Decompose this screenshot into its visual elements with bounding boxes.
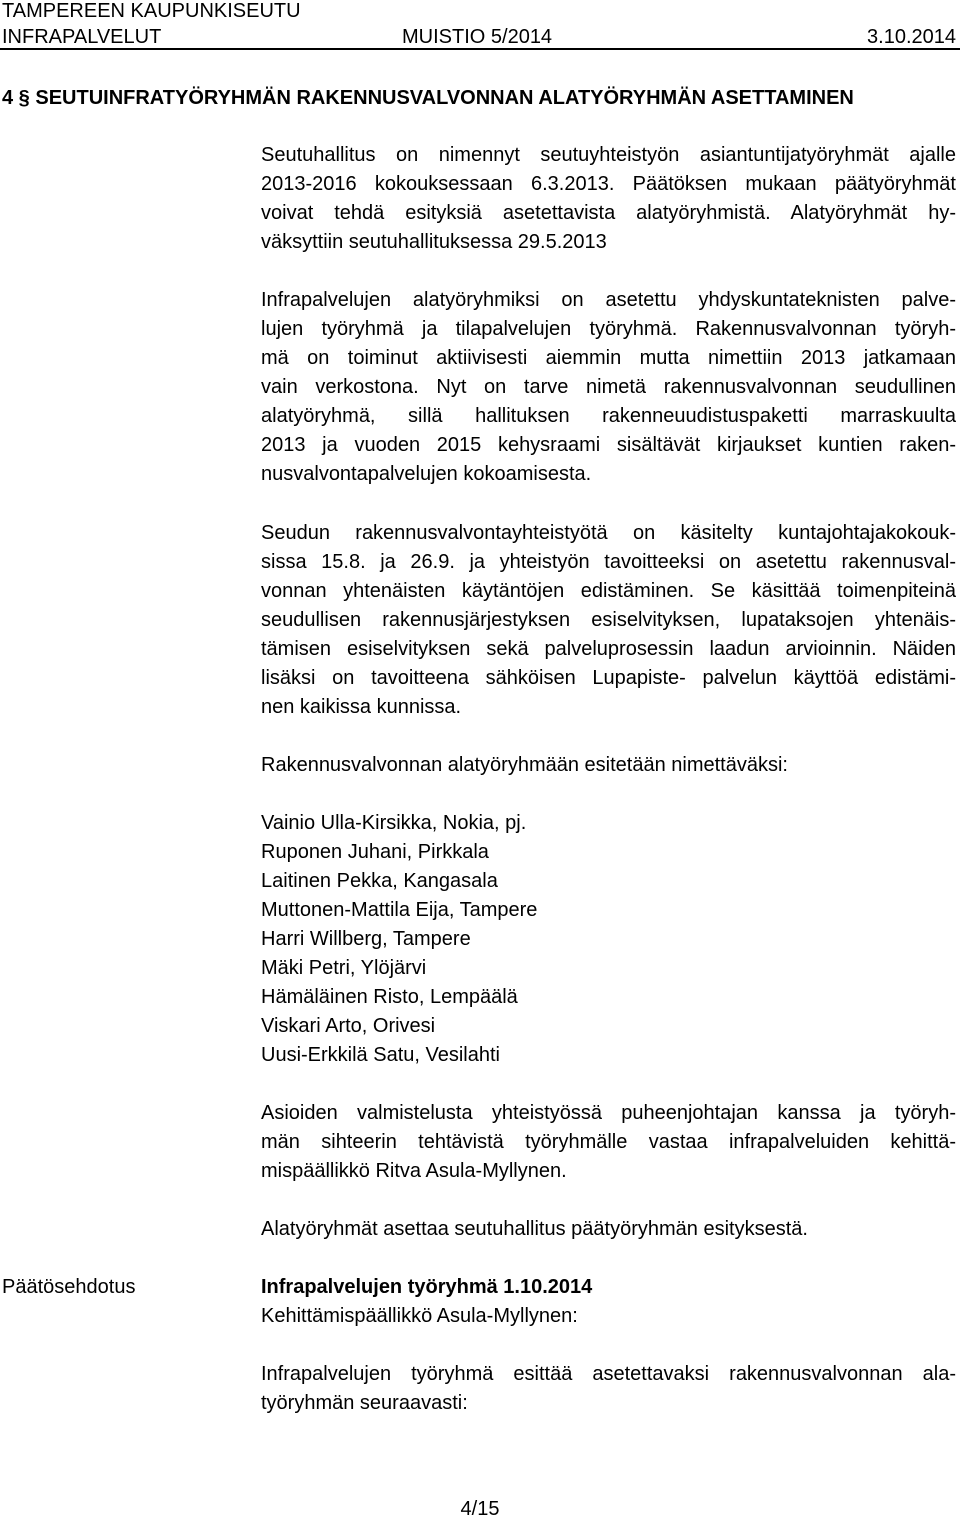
paragraph-line: seudullisen rakennusjärjestyksen esiselvityksen, lupataksojen yhtenäis- [261,609,956,631]
paragraph-line: mispäällikkö Ritva Asula-Myllynen. [261,1160,567,1182]
decision-group: Infrapalvelujen työryhmä 1.10.2014 [261,1276,593,1298]
paragraph-line: mä on toiminut aktiivisesti aiemmin mutta nimettiin 2013 jatkamaan [261,347,956,369]
member-item: Mäki Petri, Ylöjärvi [261,957,427,979]
paragraph-line: Seutuhallitus on nimennyt seutuyhteistyön asiantuntijatyöryhmät ajalle [261,144,956,166]
decision-block [261,1273,956,1331]
paragraph-line: lujen työryhmä ja tilapalvelujen työryhmä. Rakennusvalvonnan työryh- [261,318,956,340]
member-item: Hämäläinen Risto, Lempäälä [261,986,518,1008]
paragraph-line: Infrapalvelujen työryhmä esittää asetettavaksi rakennusvalvonnan ala- [261,1363,956,1385]
paragraph-line: 2013 ja vuoden 2015 kehysraami sisältävät kirjaukset kuntien raken- [261,434,956,456]
member-item: Ruponen Juhani, Pirkkala [261,841,489,863]
header-row [2,26,956,48]
paragraph-1 [261,141,956,257]
decision-text [261,1360,956,1418]
members-list [261,809,956,1070]
header-rule [0,48,960,50]
paragraph-line: nen kaikissa kunnissa. [261,696,462,718]
member-item: Laitinen Pekka, Kangasala [261,870,498,892]
member-item: Muttonen-Mattila Eija, Tampere [261,899,538,921]
member-item: Viskari Arto, Orivesi [261,1015,436,1037]
member-item: Uusi-Erkkilä Satu, Vesilahti [261,1044,500,1066]
paragraph-line: vain verkostona. Nyt on tarve nimetä rakennusvalvonnan seudullinen [261,376,956,398]
paragraph-3 [261,519,956,722]
paragraph-line: lisäksi on tavoitteena sähköisen Lupapiste- palvelun käyttöä edistämi- [261,667,956,689]
paragraph-4 [261,1099,956,1186]
paragraph-line: voivat tehdä esityksiä asetettavista alatyöryhmistä. Alatyöryhmät hy- [261,202,956,224]
decision-label: Päätösehdotus [2,1276,136,1298]
paragraph-line: Asioiden valmistelusta yhteistyössä puheenjohtajan kanssa ja työryh- [261,1102,956,1124]
paragraph-line: 2013-2016 kokouksessaan 6.3.2013. Päätöksen mukaan päätyöryhmät [261,173,956,195]
member-item: Harri Willberg, Tampere [261,928,471,950]
proposal-intro: Rakennusvalvonnan alatyöryhmään esitetään nimettäväksi: [261,754,788,776]
header-unit: INFRAPALVELUT [2,26,162,48]
header-document: MUISTIO 5/2014 [402,26,553,48]
paragraph-line: vonnan yhtenäisten käytäntöjen edistäminen. Se käsittää toimenpiteinä [261,580,956,602]
paragraph-line: sissa 15.8. ja 26.9. ja yhteistyön tavoitteeksi on asetettu rakennusval- [261,551,956,573]
decision-presenter: Kehittämispäällikkö Asula-Myllynen: [261,1305,578,1327]
paragraph-line: väksyttiin seutuhallituksessa 29.5.2013 [261,231,607,253]
paragraph-line: Infrapalvelujen alatyöryhmiksi on asetettu yhdyskuntateknisten palve- [261,289,956,311]
paragraph-line: män sihteerin tehtävistä työryhmälle vastaa infrapalveluiden kehittä- [261,1131,956,1153]
header-date: 3.10.2014 [867,26,956,48]
paragraph-line: nusvalvontapalvelujen kokoamisesta. [261,463,592,485]
paragraph-line: tämisen esiselvityksen sekä palveluprosessin laadun arvioinnin. Näiden [261,638,956,660]
paragraph-2 [261,286,956,489]
paragraph-line: työryhmän seuraavasti: [261,1392,468,1414]
paragraph-5: Alatyöryhmät asettaa seutuhallitus päätyöryhmän esityksestä. [261,1218,808,1240]
member-item: Vainio Ulla-Kirsikka, Nokia, pj. [261,812,527,834]
page-number: 4/15 [460,1498,500,1520]
header-organization: TAMPEREEN KAUPUNKISEUTU [2,0,301,22]
paragraph-line: Seudun rakennusvalvontayhteistyötä on käsitelty kuntajohtajakokouk- [261,522,956,544]
section-heading: 4 § SEUTUINFRATYÖRYHMÄN RAKENNUSVALVONNAN ALATYÖRYHMÄN ASETTAMINEN [2,87,854,109]
paragraph-line: alatyöryhmä, sillä hallituksen rakenneuudistuspaketti marraskuulta [261,405,956,427]
